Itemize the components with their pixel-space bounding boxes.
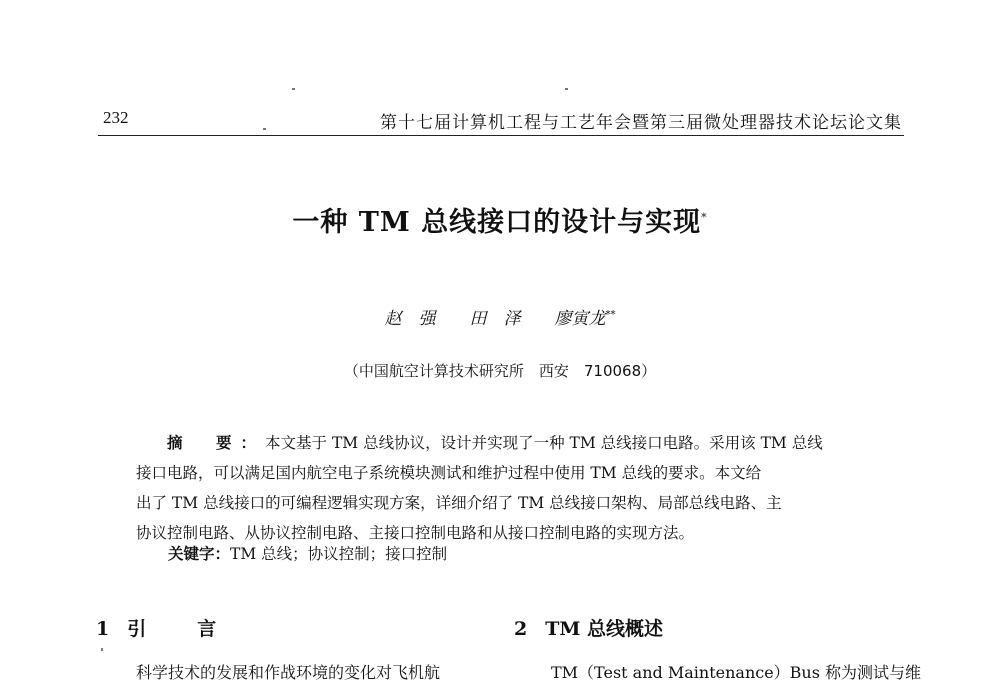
paper-title: [0, 200, 1000, 239]
abstract-text: 本文基于 TM 总线协议，设计并实现了一种 TM 总线接口电路。采用该 TM 总线: [265, 434, 823, 452]
keywords-label: 关键字：: [168, 545, 231, 563]
section-heading: [96, 614, 232, 641]
section-title: 引 言: [127, 618, 233, 640]
abstract-line: 出了 TM 总线接口的可编程逻辑实现方案，详细介绍了 TM 总线接口架构、局部总线电路、主: [136, 494, 782, 512]
scan-speck: [263, 128, 266, 130]
affiliation: （中国航空计算技术研究所 西安 710068）: [343, 362, 657, 380]
paper-title-text: 一种 TM 总线接口的设计与实现: [292, 207, 702, 238]
section-number: 2: [514, 618, 528, 640]
abstract-line: 协议控制电路、从协议控制电路、主接口控制电路和从接口控制电路的实现方法。: [136, 524, 695, 542]
title-footnote-mark: *: [701, 211, 708, 224]
abstract-label: 摘 要：: [167, 434, 266, 452]
author-name: 廖寅龙: [554, 309, 606, 329]
author-list: [0, 304, 1000, 329]
page-number: 232: [103, 108, 129, 127]
keywords: [168, 542, 447, 564]
scan-speck: [292, 88, 295, 90]
keywords-text: TM 总线；协议控制；接口控制: [230, 545, 448, 563]
abstract-line: 接口电路，可以满足国内航空电子系统模块测试和维护过程中使用 TM 总线的要求。本文给: [136, 464, 762, 482]
abstract-line: [136, 428, 864, 458]
body-paragraph-line: 科学技术的发展和作战环境的变化对飞机航: [136, 663, 441, 682]
scan-speck: [565, 88, 568, 90]
section-heading: [514, 614, 663, 641]
scan-speck: [101, 648, 103, 651]
author-footnote-mark: **: [605, 309, 616, 321]
body-paragraph-line: TM（Test and Maintenance）Bus 称为测试与维: [551, 663, 922, 682]
abstract: [136, 428, 864, 548]
running-header-title: 第十七届计算机工程与工艺年会暨第三届微处理器技术论坛论文集: [380, 113, 902, 133]
section-title: TM 总线概述: [545, 618, 664, 640]
author-name: 赵 强: [384, 309, 436, 329]
header-rule: [98, 135, 904, 136]
section-number: 1: [96, 618, 110, 640]
author-name: 田 泽: [469, 309, 521, 329]
